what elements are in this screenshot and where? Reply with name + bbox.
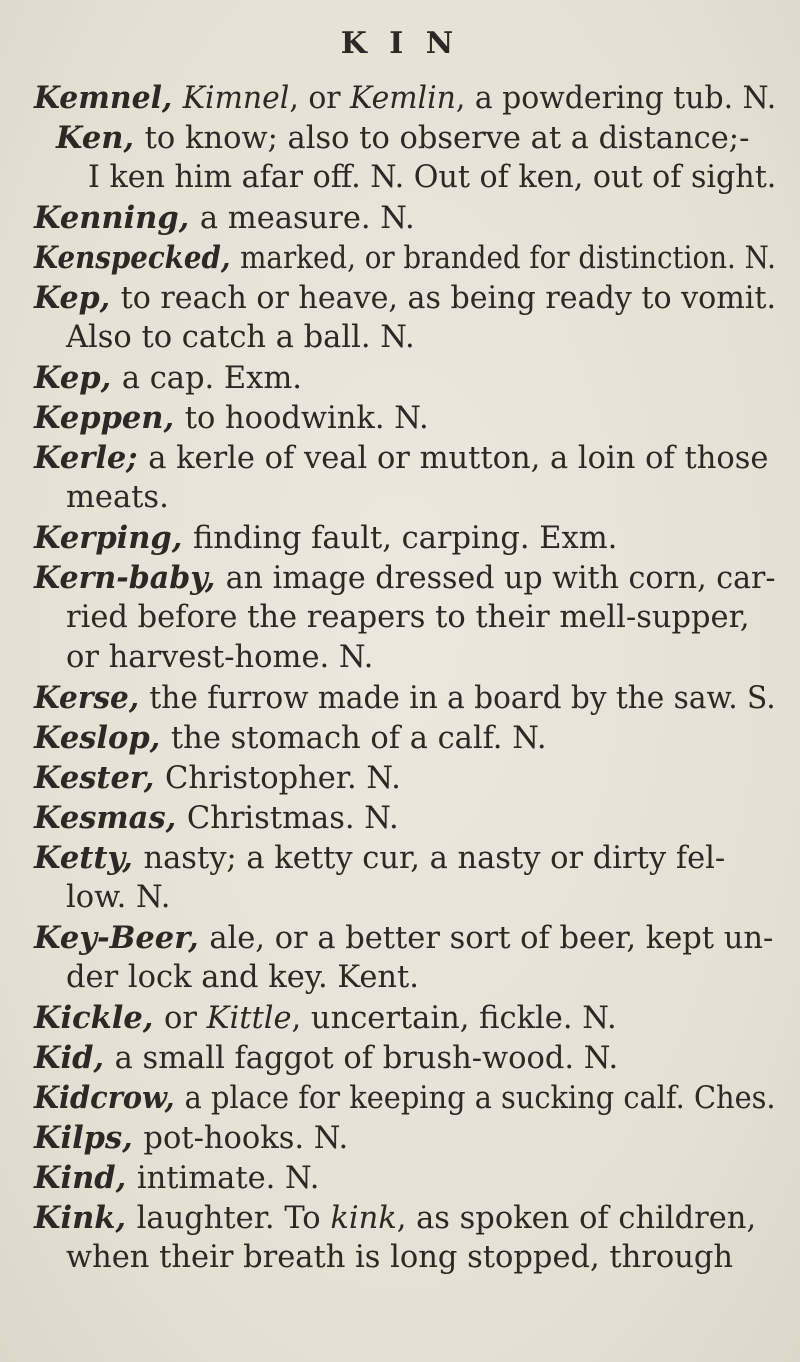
entry-line xyxy=(66,598,750,638)
headword: Kerse, xyxy=(34,680,150,716)
definition: a measure. N. xyxy=(199,201,415,236)
headword: Kester, xyxy=(34,760,165,796)
entry-line xyxy=(34,198,415,239)
entry-line xyxy=(66,318,415,358)
entry-line xyxy=(34,358,302,399)
definition: the stomach of a calf. N. xyxy=(170,721,547,756)
definition: Also to catch a ball. N. xyxy=(66,320,415,355)
entry-line xyxy=(34,1038,618,1079)
entry-line xyxy=(34,678,776,719)
definition: ried before the reapers to their mell-supper, xyxy=(66,600,750,635)
definition: when their breath is long stopped, through xyxy=(66,1240,734,1275)
definition: finding fault, carping. Exm. xyxy=(192,521,618,556)
definition: nasty; a ketty cur, a nasty or dirty fel- xyxy=(143,841,726,876)
entry-line xyxy=(66,478,169,518)
headword: Kenspecked, xyxy=(34,240,241,276)
entry-line xyxy=(34,78,776,119)
definition: ale, or a better sort of beer, kept un- xyxy=(209,921,774,956)
definition: or harvest-home. N. xyxy=(66,640,374,675)
entry-line xyxy=(34,718,547,759)
entry-line xyxy=(66,878,170,918)
definition: laughter. To kink, as spoken of children, xyxy=(136,1201,757,1236)
headword: Kickle, xyxy=(34,1000,165,1036)
headword: Kerle; xyxy=(34,440,149,476)
entry-line xyxy=(34,398,429,439)
entry-line xyxy=(34,1198,756,1239)
definition: meats. xyxy=(66,480,169,515)
headword: Kern-baby, xyxy=(34,560,226,596)
headword: Keppen, xyxy=(34,400,185,436)
definition: to hoodwink. N. xyxy=(184,401,429,436)
entry-line xyxy=(56,118,749,159)
definition: a cap. Exm. xyxy=(121,361,302,396)
definition: a kerle of veal or mutton, a loin of those xyxy=(148,441,769,476)
headword: Kesmas, xyxy=(34,800,187,836)
headword: Key-Beer, xyxy=(34,920,210,956)
definition: to know; also to observe at a distance;- xyxy=(144,121,750,156)
definition: marked, or branded for distinction. N. xyxy=(240,241,776,276)
headword: Keslop, xyxy=(34,720,171,756)
definition: intimate. N. xyxy=(136,1161,320,1196)
entry-line xyxy=(34,1118,348,1159)
entry-line xyxy=(66,958,419,998)
entry-line xyxy=(34,918,773,959)
entry-line xyxy=(66,638,373,678)
entry-line xyxy=(34,558,776,599)
definition: or Kittle, uncertain, fickle. N. xyxy=(164,1001,617,1036)
headword: Kid, xyxy=(34,1040,115,1076)
entry-line xyxy=(34,758,401,799)
entry-line xyxy=(34,238,776,279)
definition: Kimnel, or Kemlin, a powdering tub. N. xyxy=(182,81,777,116)
definition: Christopher. N. xyxy=(165,761,401,796)
headword: Kemnel, xyxy=(34,80,183,116)
entry-line xyxy=(34,438,768,479)
definition: der lock and key. Kent. xyxy=(66,960,419,995)
headword: Kenning, xyxy=(34,200,200,236)
headword: Ken, xyxy=(56,120,145,156)
entry-line xyxy=(34,518,617,559)
headword: Ketty, xyxy=(34,840,144,876)
entry-line xyxy=(34,838,725,879)
definition: pot-hooks. N. xyxy=(143,1121,349,1156)
entry-line xyxy=(66,1238,733,1278)
entry-line xyxy=(34,278,776,319)
definition: to reach or heave, as being ready to vomit. xyxy=(120,281,777,316)
definition: low. N. xyxy=(66,880,171,915)
entry-line xyxy=(34,998,617,1039)
definition: the furrow made in a board by the saw. S. xyxy=(149,681,776,716)
entry-line xyxy=(88,158,776,198)
entry-line xyxy=(34,1158,320,1199)
headword: Kep, xyxy=(34,360,122,396)
running-head: K I N xyxy=(340,26,460,61)
headword: Kerping, xyxy=(34,520,193,556)
headword: Kilps, xyxy=(34,1120,144,1156)
headword: Kidcrow, xyxy=(34,1080,185,1116)
definition: a place for keeping a sucking calf. Ches. xyxy=(184,1081,776,1116)
definition: Christmas. N. xyxy=(186,801,399,836)
definition: an image dressed up with corn, car- xyxy=(225,561,776,596)
headword: Kind, xyxy=(34,1160,137,1196)
headword: Kep, xyxy=(34,280,121,316)
entry-line xyxy=(34,1078,776,1119)
definition: a small faggot of brush-wood. N. xyxy=(114,1041,619,1076)
definition: I ken him afar off. N. Out of ken, out of sight. xyxy=(88,160,777,195)
entry-line xyxy=(34,798,399,839)
headword: Kink, xyxy=(34,1200,137,1236)
